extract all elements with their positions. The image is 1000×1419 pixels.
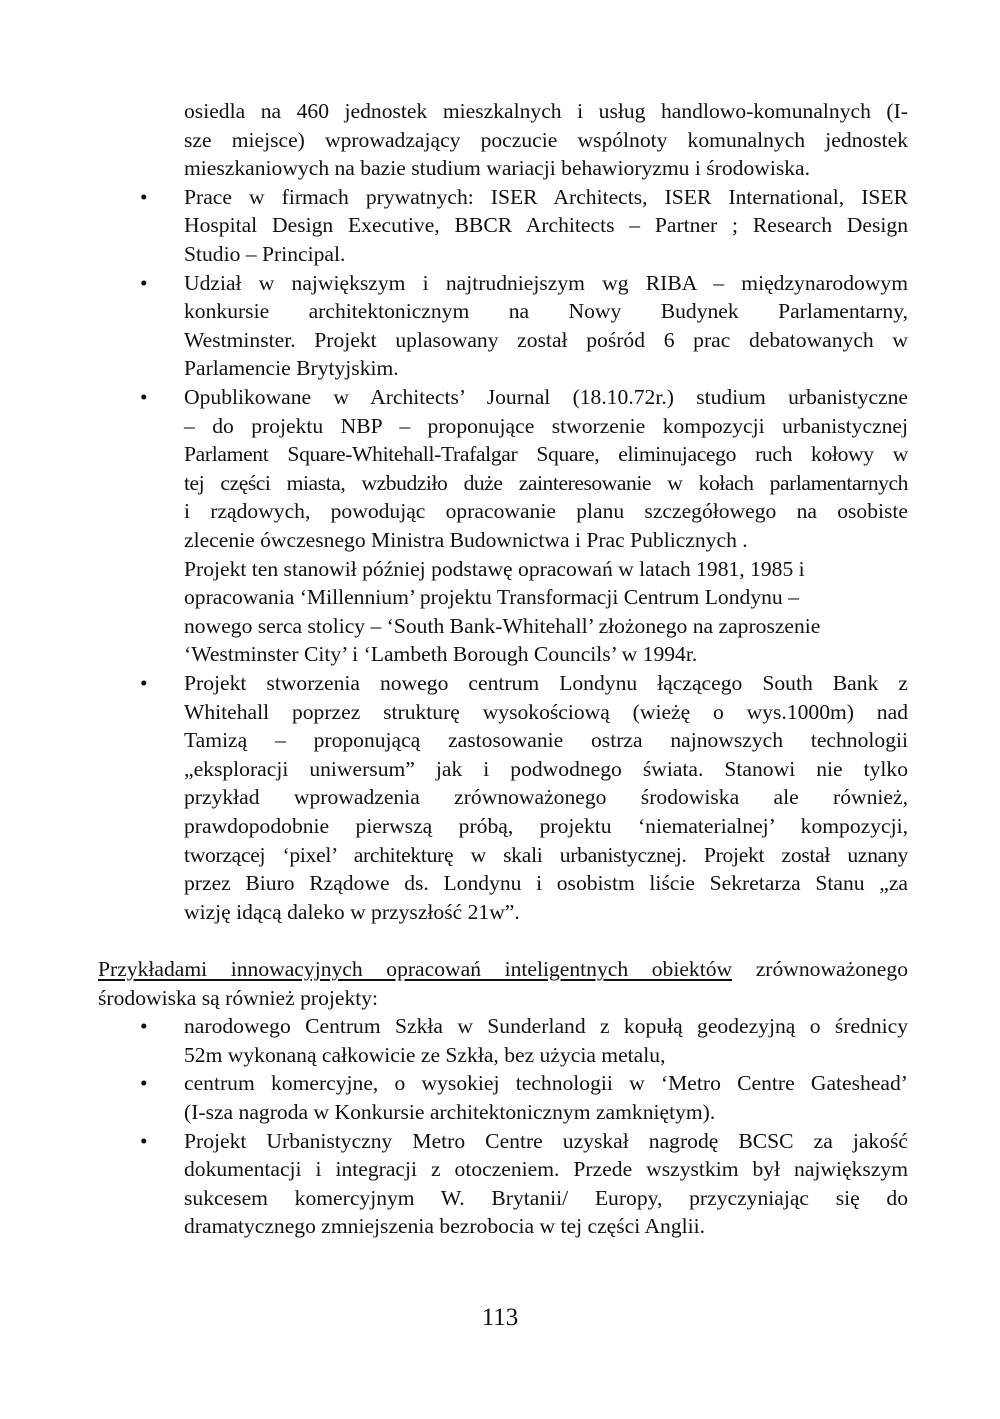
text-line: Udział w największym i najtrudniejszym wg RIBA – międzynarodowym [184, 270, 908, 295]
text-line: sze miejsce) wprowadzający poczucie wspólnoty komunalnych jednostek [184, 127, 908, 152]
text-line: nowego serca stolicy – ‘South Bank-Whitehall’ złożonego na zaproszenie [184, 613, 821, 638]
bullet-icon: • [140, 1128, 148, 1153]
underlined-phrase: Przykładami innowacyjnych opracowań inteligentnych obiektów [98, 957, 733, 981]
text-line: tej części miasta, wzbudziło duże zainteresowanie w kołach parlamentarnych [184, 470, 908, 495]
text-line: dramatycznego zmniejszenia bezrobocia w tej części Anglii. [184, 1214, 706, 1239]
text-line: sukcesem komercyjnym W. Brytanii/ Europy, przyczyniając się do [184, 1185, 908, 1210]
text-line: Tamizą – proponującą zastosowanie ostrza najnowszych technologii [184, 728, 908, 753]
text-span: zrównoważonego [732, 957, 908, 981]
text-line: Opublikowane w Architects’ Journal (18.10.72r.) studium urbanistyczne [184, 385, 908, 409]
text-line: środowiska są również projekty: [98, 985, 379, 1010]
bullet-icon: • [140, 385, 148, 409]
text-line: osiedla na 460 jednostek mieszkalnych i usług handlowo-komunalnych (I- [184, 99, 908, 123]
text-line: dokumentacji i integracji z otoczeniem. Przede wszystkim był największym [184, 1157, 908, 1182]
text-line: Studio – Principal. [184, 242, 346, 266]
text-line: tworzącej ‘pixel’ architekturę w skali urbanistycznej. Projekt został uznany [184, 842, 908, 867]
bullet-icon: • [140, 184, 148, 209]
text-line: Projekt Urbanistyczny Metro Centre uzyskał nagrodę BCSC za jakość [184, 1128, 908, 1153]
text-line: zlecenie ówczesnego Ministra Budownictwa i Prac Publicznych . [184, 528, 748, 552]
text-line: opracowania ‘Millennium’ projektu Transformacji Centrum Londynu – [184, 585, 799, 610]
text-line: ‘Westminster City’ i ‘Lambeth Borough Councils’ w 1994r. [184, 642, 698, 667]
text-line: 52m wykonaną całkowicie ze Szkła, bez użycia metalu, [184, 1042, 666, 1067]
text-line: mieszkaniowych na bazie studium wariacji behawioryzmu i środowiska. [184, 156, 811, 181]
bullet-icon: • [140, 1014, 148, 1039]
text-line: Westminster. Projekt uplasowany został pośród 6 prac debatowanych w [184, 327, 908, 352]
text-line: – do projektu NBP – proponujące stworzenie kompozycji urbanistycznej [184, 413, 908, 438]
bullet-icon: • [140, 1071, 148, 1096]
text-line: (I-sza nagroda w Konkursie architektonicznym zamkniętym). [184, 1100, 716, 1124]
text-line: narodowego Centrum Szkła w Sunderland z kopułą geodezyjną o średnicy [184, 1014, 908, 1039]
text-line: przykład wprowadzenia zrównoważonego środowiska ale również, [184, 785, 908, 810]
text-line: konkursie architektonicznym na Nowy Budynek Parlamentarny, [184, 299, 908, 324]
bullet-icon: • [140, 270, 148, 295]
text-line: Parlamencie Brytyjskim. [184, 356, 399, 381]
text-line: centrum komercyjne, o wysokiej technologii w ‘Metro Centre Gateshead’ [184, 1071, 908, 1096]
text-line: Projekt stworzenia nowego centrum Londynu łączącego South Bank z [184, 671, 908, 695]
text-line: „eksploracji uniwersum” jak i podwodnego świata. Stanowi nie tylko [184, 756, 908, 781]
text-line: Whitehall poprzez strukturę wysokościową (wieżę o wys.1000m) nad [184, 699, 908, 724]
text-line [98, 955, 908, 984]
text-line: Parlament Square-Whitehall-Trafalgar Square, eliminujacego ruch kołowy w [184, 442, 908, 467]
bullet-icon: • [140, 671, 148, 695]
text-line: i rządowych, powodując opracowanie planu szczegółowego na osobiste [184, 499, 908, 524]
text-line: wizję idącą daleko w przyszłość 21w”. [184, 899, 520, 924]
text-line: prawdopodobnie pierwszą próbą, projektu ‘niematerialnej’ kompozycji, [184, 814, 908, 838]
page-number: 113 [481, 1304, 519, 1331]
text-line: Projekt ten stanowił później podstawę opracowań w latach 1981, 1985 i [184, 556, 805, 581]
text-line: Hospital Design Executive, BBCR Architects – Partner ; Research Design [184, 213, 908, 238]
text-line: Prace w firmach prywatnych: ISER Architects, ISER International, ISER [184, 184, 908, 209]
text-line: przez Biuro Rządowe ds. Londynu i osobistm liście Sekretarza Stanu „za [184, 871, 908, 896]
